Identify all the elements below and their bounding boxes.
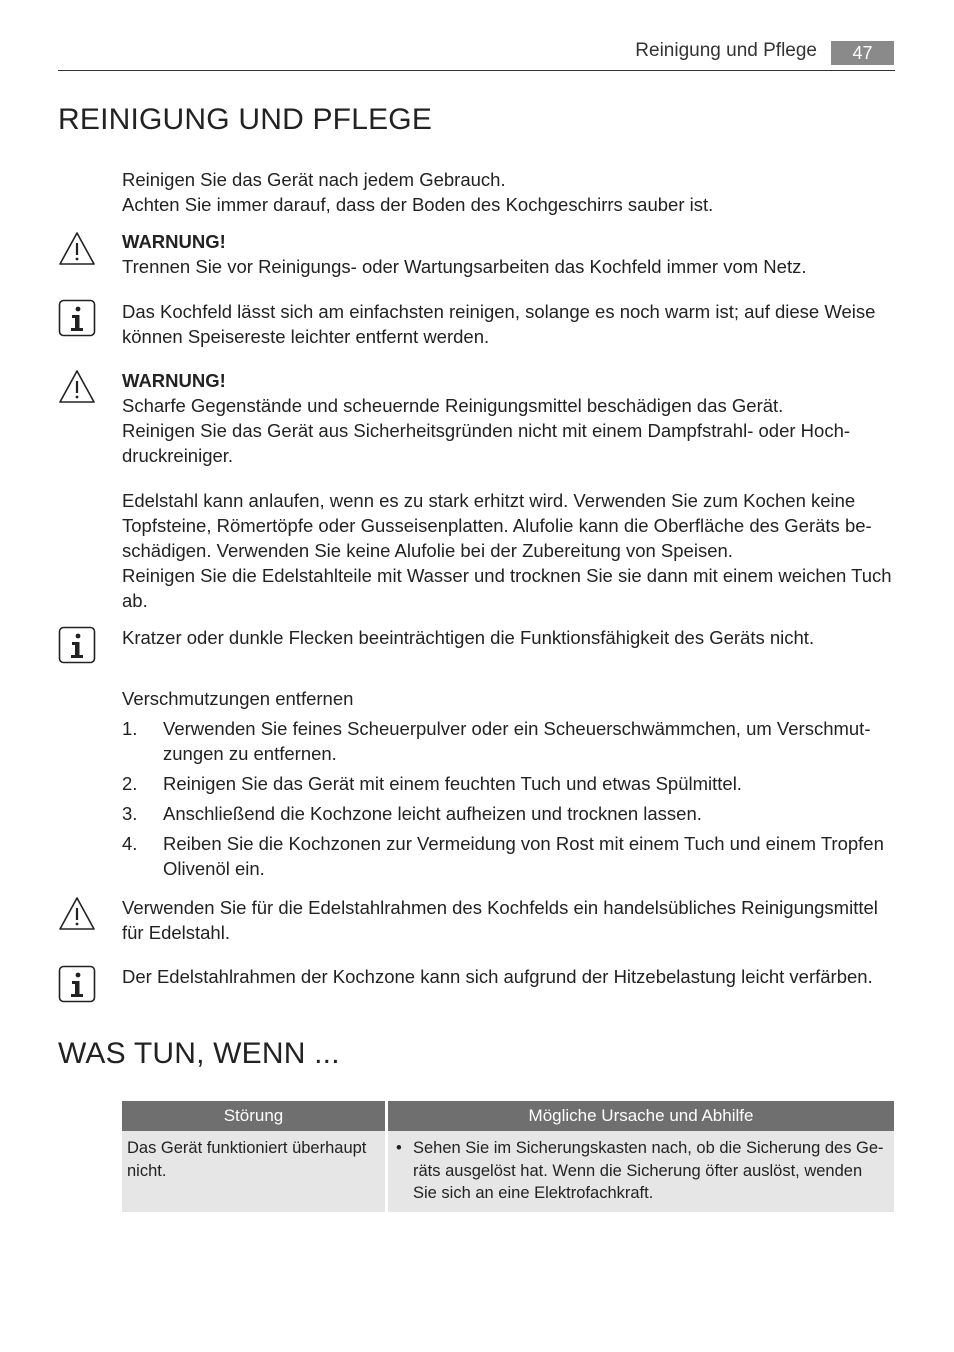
cleaning-steps xyxy=(122,686,894,886)
warning-label: WARNUNG! xyxy=(122,370,226,391)
info-text: Kratzer oder dunkle Flecken beeinträchtigen die Funktionsfähigkeit des Geräts nicht. xyxy=(122,627,815,648)
warning-text-part: mit einem Dampfstrahl- oder Hochdruckreiniger. xyxy=(122,420,851,466)
warning-block-3 xyxy=(122,895,894,945)
list-text: Anschließend die Kochzone leicht aufheizen und trocknen lassen. xyxy=(163,803,702,824)
list-text: Reiben Sie die Kochzonen zur Vermeidung von Rost mit einem Tuch und einem Tropfen Olivenöl ein. xyxy=(163,833,884,879)
column-header-problem: Störung xyxy=(122,1101,388,1131)
warning-block-2 xyxy=(122,368,894,468)
list-item xyxy=(122,801,894,826)
header-divider xyxy=(58,70,895,71)
list-number: 3. xyxy=(122,803,138,824)
stainless-text-2: Reinigen Sie die Edelstahlteile mit Wasser und trocknen Sie sie dann mit einem weichen Tuch ab. xyxy=(122,565,892,611)
info-icon xyxy=(58,626,96,664)
warning-text: Verwenden Sie für die Edelstahlrahmen des Kochfelds ein handelsübliches Reinigungsmittel für Edelstahl. xyxy=(122,897,878,943)
warning-emphasis: nicht xyxy=(517,420,558,441)
info-block-1 xyxy=(122,299,894,349)
list-number: 4. xyxy=(122,833,138,854)
info-text: Der Edelstahlrahmen der Kochzone kann sich aufgrund der Hitzebelastung leicht verfärben. xyxy=(122,966,873,987)
remedy-text: Sehen Sie im Sicherungskasten nach, ob die Sicherung des Geräts ausgelöst hat. Wenn die Sicherung öfter auslöst, wenden Sie sich an eine Elektrofachkraft. xyxy=(413,1139,884,1202)
warning-label: WARNUNG! xyxy=(122,231,226,252)
info-block-2 xyxy=(122,625,894,650)
troubleshooting-table xyxy=(122,1101,894,1212)
warning-icon xyxy=(58,368,96,406)
page-number: 47 xyxy=(831,41,894,65)
warning-icon xyxy=(58,895,96,933)
list-item xyxy=(122,716,894,766)
info-block-3 xyxy=(122,964,894,989)
table-row xyxy=(122,1131,894,1212)
column-header-remedy: Mögliche Ursache und Abhilfe xyxy=(388,1101,894,1131)
list-text: Verwenden Sie feines Scheuerpulver oder ein Scheuerschwämmchen, um Verschmutzungen zu entfernen. xyxy=(163,718,871,764)
intro-line-1: Reinigen Sie das Gerät nach jedem Gebrauch. xyxy=(122,169,506,190)
info-icon xyxy=(58,965,96,1003)
running-header-title: Reinigung und Pflege xyxy=(635,40,817,61)
warning-text-part: Reinigen Sie das Gerät aus Sicherheitsgründen xyxy=(122,420,518,441)
list-item xyxy=(122,771,894,796)
info-icon xyxy=(58,299,96,337)
warning-icon xyxy=(58,230,96,268)
remedy-bullet-item xyxy=(396,1137,888,1205)
warning-text-line-1: Scharfe Gegenstände und scheuernde Reinigungsmittel beschädigen das Gerät. xyxy=(122,395,784,416)
intro-line-2: Achten Sie immer darauf, dass der Boden des Kochgeschirrs sauber ist. xyxy=(122,194,714,215)
section-title-troubleshooting: WAS TUN, WENN ... xyxy=(58,1037,340,1070)
stainless-paragraph xyxy=(122,488,894,613)
cell-remedy xyxy=(388,1131,894,1212)
steps-heading: Verschmutzungen entfernen xyxy=(122,688,354,709)
cell-problem: Das Gerät funktioniert überhaupt nicht. xyxy=(122,1131,388,1212)
warning-block-1 xyxy=(122,229,894,279)
warning-text-line-2 xyxy=(122,418,894,468)
list-number: 2. xyxy=(122,773,138,794)
list-text: Reinigen Sie das Gerät mit einem feuchten Tuch und etwas Spülmittel. xyxy=(163,773,742,794)
stainless-text-1: Edelstahl kann anlaufen, wenn es zu stark erhitzt wird. Verwenden Sie zum Kochen keine Topfsteine, Römertöpfe oder Gusseisenplatten. Alufolie kann die Oberfläche des Geräts beschädigen. Verwenden Sie keine Alufolie bei der Zubereitung von Speisen. xyxy=(122,490,872,561)
table-header-row xyxy=(122,1101,894,1131)
section-title-cleaning: REINIGUNG UND PFLEGE xyxy=(58,103,433,136)
intro-paragraph xyxy=(122,167,894,217)
warning-text: Trennen Sie vor Reinigungs- oder Wartungsarbeiten das Kochfeld immer vom Netz. xyxy=(122,256,807,277)
bullet-marker: • xyxy=(396,1139,402,1157)
info-text: Das Kochfeld lässt sich am einfachsten reinigen, solange es noch warm ist; auf diese Weise können Speisereste leichter entfernt werden. xyxy=(122,301,876,347)
list-item xyxy=(122,831,894,881)
list-number: 1. xyxy=(122,718,138,739)
